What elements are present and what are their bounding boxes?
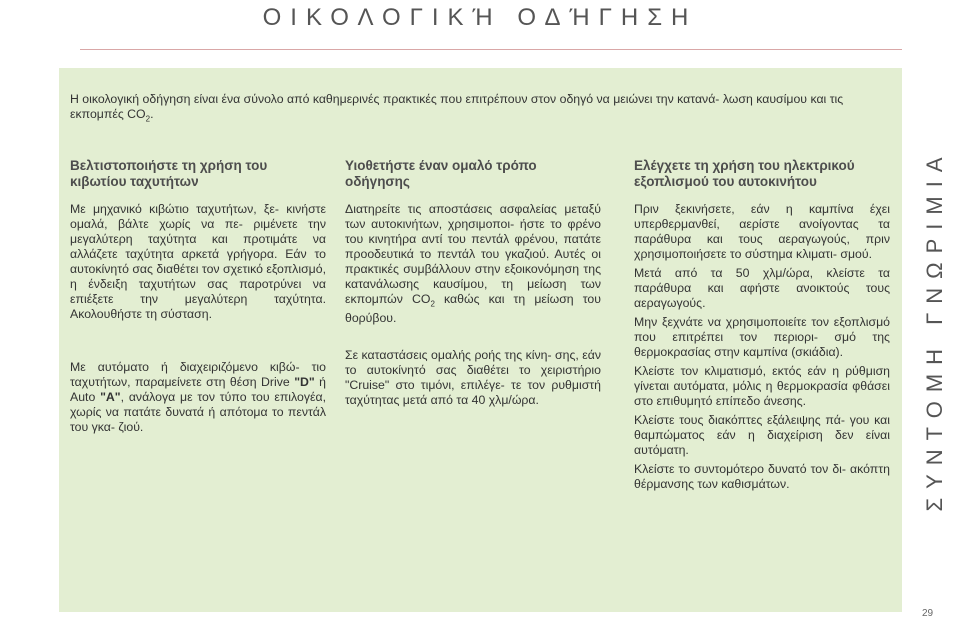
driving-text-1: Διατηρείτε τις αποστάσεις ασφαλείας μεταξύ των αυτοκινήτων, χρησιμοποι- ήστε το φρένο του κινητήρα αντί του πεντάλ φρένου, πατάτε προοδευτικά το πεντάλ του γκαζιού. Αυτές οι πρακτικές συμβάλλουν στην εξοικονόμηση της κατανάλωσης καυσίμου, τη μείωση των εκπομπών CO — [345, 202, 601, 306]
automatic-text-3: , ανάλογα με τον τύπο του επιλογέα, χωρίς να πατάτε δυνατά ή απότομα το πεντάλ του γκα- ζιού. — [70, 390, 326, 434]
column-gearbox — [70, 158, 326, 439]
intro-text: Η οικολογική οδήγηση είναι ένα σύνολο από καθημερινές πρακτικές που επιτρέπουν στον οδηγό να μειώνει την κατανά- λωση καυσίμου και τις εκπομπές CO — [70, 92, 844, 121]
column-driving — [345, 158, 601, 412]
drive-mode-label: "D" — [294, 375, 315, 389]
column-electrical — [634, 158, 890, 496]
auto-mode-label: "A" — [100, 390, 121, 404]
driving-text-2: καθώς και τη μείωση του θορύβου. — [345, 292, 601, 326]
intro-subscript: 2 — [145, 114, 151, 124]
electrical-heading: Ελέγχετε τη χρήση του ηλεκτρικού εξοπλισμού του αυτοκινήτου — [634, 158, 855, 189]
gearbox-heading: Βελτιστοποιήστε τη χρήση του κιβωτίου ταχυτήτων — [70, 158, 268, 189]
side-tab-label: ΣΥΝΤΟΜΗ ΓΝΩΡΙΜΙΑ — [922, 148, 947, 512]
intro-paragraph — [70, 92, 890, 126]
gearbox-automatic-paragraph — [70, 360, 326, 435]
driving-paragraph-2: Σε καταστάσεις ομαλής ροής της κίνη- σης, εάν το αυτοκίνητό σας διαθέτει το χειριστήριο "Cruise" στο τιμόνι, επιλέγε- τε τον ρυθμιστή ταχύτητας μετά από τα 40 χλμ/ώρα. — [345, 348, 601, 408]
electrical-paragraph-1: Πριν ξεκινήσετε, εάν η καμπίνα έχει υπερθερμανθεί, αερίστε ανοίγοντας τα παράθυρα και τους αεραγωγούς, πριν χρησιμοποιήσετε το σύστημα κλιματι- σμού. — [634, 202, 890, 261]
electrical-paragraph-3: Μην ξεχνάτε να χρησιμοποιείτε τον εξοπλισμό που επιτρέπει τον περιορι- σμό της θερμοκρασίας στην καμπίνα (σκιάδια). — [634, 315, 890, 359]
electrical-paragraph-4: Κλείστε τον κλιματισμό, εκτός εάν η ρύθμιση γίνεται αυτόματα, μόλις η θερμοκρασία φθάσει στο επιθυμητό επίπεδο άνεσης. — [634, 364, 890, 408]
driving-heading: Υιοθετήστε έναν ομαλό τρόπο οδήγησης — [345, 158, 537, 189]
gearbox-manual-paragraph: Με μηχανικό κιβώτιο ταχυτήτων, ξε- κινήστε ομαλά, βάλτε χωρίς να πε- ριμένετε την μεγαλύτερη ταχύτητα και προτιμάτε να αλλάζετε ταχύτητα αρκετά γρήγορα. Εάν το αυτοκίνητό σας διαθέτει τον σχετικό εξοπλισμό, η ένδειξη ταχυτήτων σας παροτρύνει να επιέξετε την μεγαλύτερη ταχύτητα. Ακολουθήστε τη σύσταση. — [70, 202, 326, 321]
page-number: 29 — [922, 608, 934, 619]
electrical-paragraph-6: Κλείστε το συντομότερο δυνατό τον δι- ακόπτη θέρμανσης των καθισμάτων. — [634, 462, 890, 491]
driving-paragraph-1 — [345, 202, 601, 326]
driving-subscript: 2 — [430, 299, 435, 309]
automatic-text-2: ή Auto — [70, 375, 327, 404]
electrical-paragraph-2: Μετά από τα 50 χλμ/ώρα, κλείστε τα παράθυρα και αφήστε ανοικτούς τους αεραγωγούς. — [634, 266, 890, 310]
page-title: ΟΙΚΟΛΟΓΙΚΉ ΟΔΉΓΗΣΗ — [262, 4, 698, 31]
title-divider — [80, 49, 902, 50]
intro-end: . — [150, 107, 154, 121]
electrical-paragraph-5: Κλείστε τους διακόπτες εξάλειψης πά- γου και θαμπώματος εάν η διαχείριση δεν είναι αυτόματη. — [634, 413, 890, 457]
automatic-text-1: Με αυτόματο ή διαχειριζόμενο κιβώ- τιο ταχυτήτων, παραμείνετε στη θέση Drive — [70, 360, 326, 389]
